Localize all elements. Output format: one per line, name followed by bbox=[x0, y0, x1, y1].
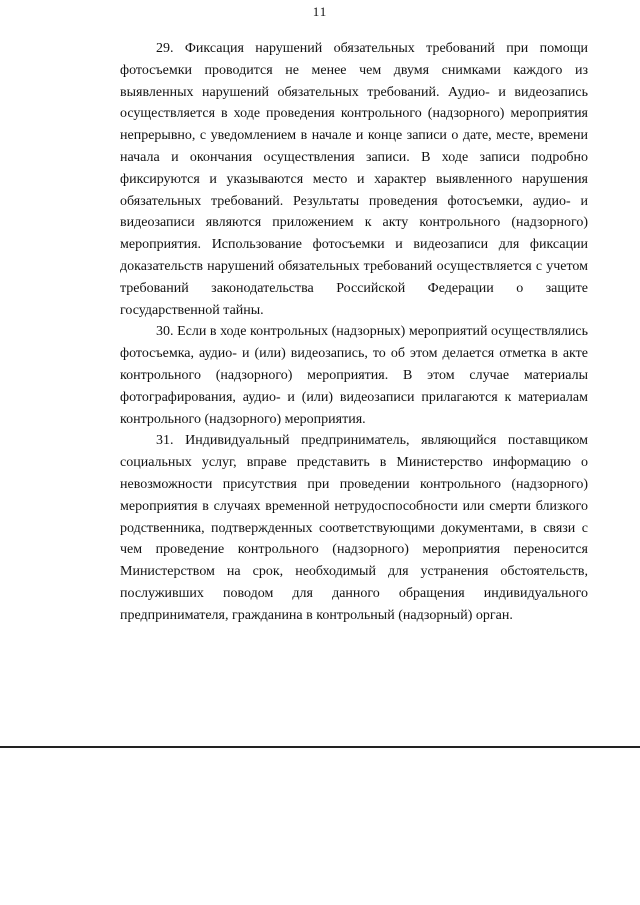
paragraph-29: 29. Фиксация нарушений обязательных требований при помощи фотосъемки проводится не менее чем двумя снимками каждого из выявленных нарушений обязательных требований. Аудио- и видеозапись осуществляется в ходе проведения контрольного (надзорного) мероприятия непрерывно, с уведомлением в начале и конце записи о дате, месте, времени начала и окончания осуществления записи. В ходе записи подробно фиксируются и указываются место и характер выявленного нарушения обязательных требований. Результаты проведения фотосъемки, аудио- и видеозаписи являются приложением к акту контрольного (надзорного) мероприятия. Использование фотосъемки и видеозаписи для фиксации доказательств нарушений обязательных требований осуществляется с учетом требований законодательства Российской Федерации о защите государственной тайны. bbox=[120, 41, 588, 318]
paragraph-31: 31. Индивидуальный предприниматель, являющийся поставщиком социальных услуг, вправе представить в Министерство информацию о невозможности присутствия при проведении контрольного (надзорного) мероприятия в случаях временной нетрудоспособности или смерти близкого родственника, подтвержденных соответствующими документами, в связи с чем проведение контрольного (надзорного) мероприятия переносится Министерством на срок, необходимый для устранения обстоятельств, послуживших поводом для данного обращения индивидуального предпринимателя, гражданина в контрольный (надзорный) орган. bbox=[120, 433, 588, 623]
page-bottom-divider bbox=[0, 746, 640, 748]
page-number: 11 bbox=[312, 4, 328, 19]
document-body bbox=[120, 38, 588, 627]
paragraph-30: 30. Если в ходе контрольных (надзорных) мероприятий осуществлялись фотосъемка, аудио- и (или) видеозапись, то об этом делается отметка в акте контрольного (надзорного) мероприятия. В этом случае материалы фотографирования, аудио- и (или) видеозаписи прилагаются к материалам контрольного (надзорного) мероприятия. bbox=[120, 324, 588, 427]
